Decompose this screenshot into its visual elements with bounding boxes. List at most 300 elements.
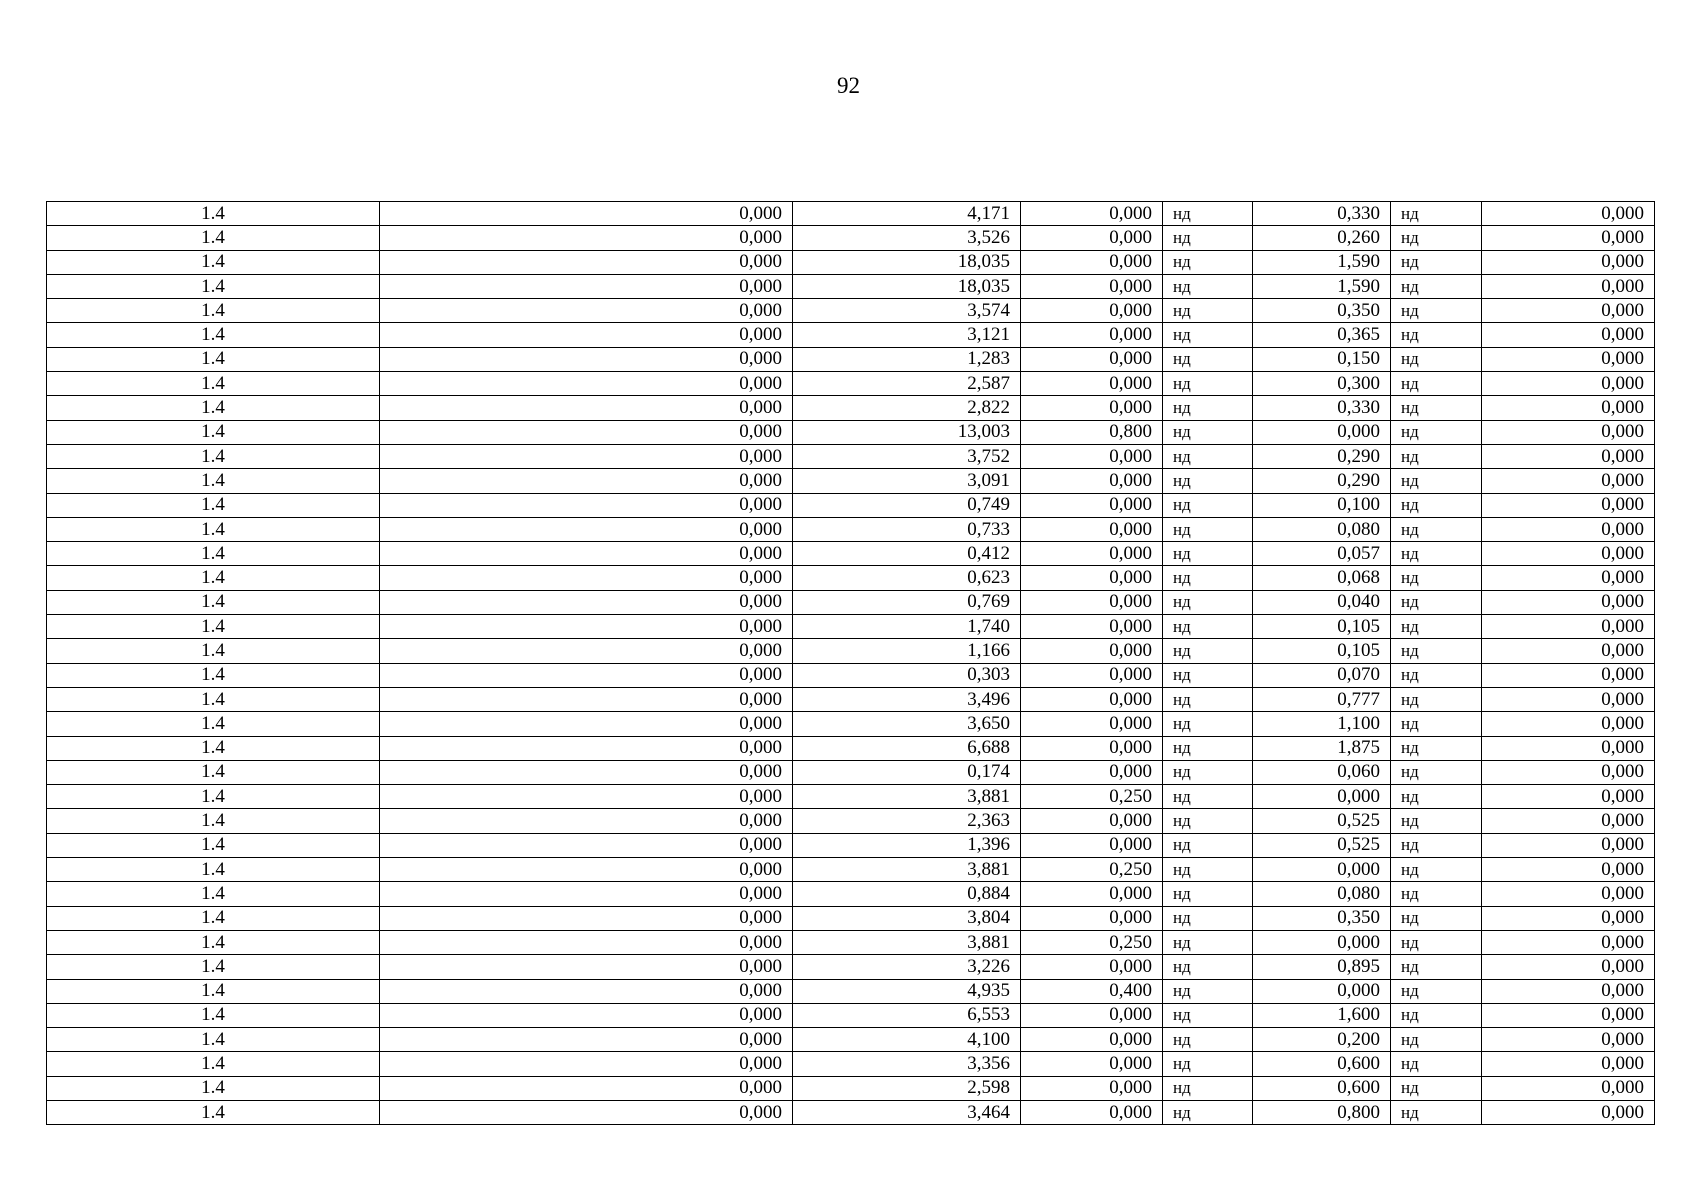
cell-nd-1: нд bbox=[1163, 250, 1253, 274]
cell-nd-2: нд bbox=[1391, 930, 1482, 954]
cell-code: 1.4 bbox=[47, 785, 380, 809]
cell-nd-2: нд bbox=[1391, 760, 1482, 784]
cell-value-3: 0,000 bbox=[1021, 760, 1163, 784]
cell-value-3: 0,250 bbox=[1021, 858, 1163, 882]
cell-code: 1.4 bbox=[47, 396, 380, 420]
cell-code: 1.4 bbox=[47, 444, 380, 468]
cell-value-1: 0,000 bbox=[380, 760, 793, 784]
cell-value-5: 0,000 bbox=[1482, 1100, 1655, 1124]
cell-value-5: 0,000 bbox=[1482, 566, 1655, 590]
cell-nd-2: нд bbox=[1391, 833, 1482, 857]
cell-nd-2: нд bbox=[1391, 323, 1482, 347]
table-row bbox=[47, 566, 1655, 590]
cell-value-5: 0,000 bbox=[1482, 687, 1655, 711]
cell-value-4: 0,105 bbox=[1253, 615, 1391, 639]
cell-value-5: 0,000 bbox=[1482, 760, 1655, 784]
cell-nd-1: нд bbox=[1163, 809, 1253, 833]
cell-value-3: 0,000 bbox=[1021, 906, 1163, 930]
cell-code: 1.4 bbox=[47, 712, 380, 736]
table-row bbox=[47, 736, 1655, 760]
table-row bbox=[47, 955, 1655, 979]
cell-nd-1: нд bbox=[1163, 979, 1253, 1003]
cell-value-3: 0,000 bbox=[1021, 639, 1163, 663]
cell-nd-1: нд bbox=[1163, 1028, 1253, 1052]
cell-value-5: 0,000 bbox=[1482, 274, 1655, 298]
cell-value-2: 3,091 bbox=[793, 469, 1021, 493]
cell-value-5: 0,000 bbox=[1482, 858, 1655, 882]
cell-code: 1.4 bbox=[47, 639, 380, 663]
cell-nd-1: нд bbox=[1163, 372, 1253, 396]
cell-value-2: 3,121 bbox=[793, 323, 1021, 347]
cell-nd-1: нд bbox=[1163, 712, 1253, 736]
cell-value-5: 0,000 bbox=[1482, 930, 1655, 954]
cell-nd-2: нд bbox=[1391, 250, 1482, 274]
cell-value-1: 0,000 bbox=[380, 858, 793, 882]
cell-value-4: 0,000 bbox=[1253, 420, 1391, 444]
cell-value-1: 0,000 bbox=[380, 1003, 793, 1027]
table-row bbox=[47, 347, 1655, 371]
cell-code: 1.4 bbox=[47, 930, 380, 954]
cell-value-3: 0,000 bbox=[1021, 566, 1163, 590]
cell-value-5: 0,000 bbox=[1482, 785, 1655, 809]
cell-code: 1.4 bbox=[47, 809, 380, 833]
cell-value-4: 0,260 bbox=[1253, 226, 1391, 250]
cell-value-4: 0,057 bbox=[1253, 542, 1391, 566]
cell-value-1: 0,000 bbox=[380, 687, 793, 711]
cell-value-2: 2,363 bbox=[793, 809, 1021, 833]
cell-value-2: 6,688 bbox=[793, 736, 1021, 760]
table-row bbox=[47, 250, 1655, 274]
cell-value-5: 0,000 bbox=[1482, 323, 1655, 347]
cell-value-1: 0,000 bbox=[380, 469, 793, 493]
table-row bbox=[47, 590, 1655, 614]
cell-value-4: 0,200 bbox=[1253, 1028, 1391, 1052]
cell-value-2: 1,283 bbox=[793, 347, 1021, 371]
cell-nd-2: нд bbox=[1391, 274, 1482, 298]
cell-value-5: 0,000 bbox=[1482, 396, 1655, 420]
table-row bbox=[47, 420, 1655, 444]
cell-value-4: 0,068 bbox=[1253, 566, 1391, 590]
cell-value-5: 0,000 bbox=[1482, 1052, 1655, 1076]
cell-value-2: 18,035 bbox=[793, 250, 1021, 274]
table-row bbox=[47, 469, 1655, 493]
cell-nd-2: нд bbox=[1391, 517, 1482, 541]
cell-nd-1: нд bbox=[1163, 299, 1253, 323]
cell-code: 1.4 bbox=[47, 1003, 380, 1027]
cell-value-5: 0,000 bbox=[1482, 906, 1655, 930]
cell-nd-2: нд bbox=[1391, 663, 1482, 687]
cell-nd-1: нд bbox=[1163, 493, 1253, 517]
cell-code: 1.4 bbox=[47, 906, 380, 930]
cell-value-4: 0,290 bbox=[1253, 444, 1391, 468]
cell-value-3: 0,000 bbox=[1021, 663, 1163, 687]
cell-nd-1: нд bbox=[1163, 736, 1253, 760]
table-body bbox=[47, 202, 1655, 1125]
table-row bbox=[47, 785, 1655, 809]
cell-value-5: 0,000 bbox=[1482, 712, 1655, 736]
table-row bbox=[47, 1100, 1655, 1124]
cell-code: 1.4 bbox=[47, 833, 380, 857]
cell-value-3: 0,000 bbox=[1021, 444, 1163, 468]
cell-nd-2: нд bbox=[1391, 858, 1482, 882]
cell-nd-2: нд bbox=[1391, 396, 1482, 420]
cell-nd-1: нд bbox=[1163, 1003, 1253, 1027]
cell-code: 1.4 bbox=[47, 542, 380, 566]
cell-code: 1.4 bbox=[47, 858, 380, 882]
cell-value-3: 0,000 bbox=[1021, 250, 1163, 274]
cell-nd-2: нд bbox=[1391, 493, 1482, 517]
cell-code: 1.4 bbox=[47, 1052, 380, 1076]
cell-value-2: 1,740 bbox=[793, 615, 1021, 639]
table-row bbox=[47, 299, 1655, 323]
table-row bbox=[47, 493, 1655, 517]
cell-value-1: 0,000 bbox=[380, 785, 793, 809]
cell-code: 1.4 bbox=[47, 250, 380, 274]
cell-value-5: 0,000 bbox=[1482, 250, 1655, 274]
cell-code: 1.4 bbox=[47, 517, 380, 541]
cell-value-2: 3,464 bbox=[793, 1100, 1021, 1124]
cell-value-1: 0,000 bbox=[380, 906, 793, 930]
cell-code: 1.4 bbox=[47, 372, 380, 396]
cell-code: 1.4 bbox=[47, 347, 380, 371]
cell-code: 1.4 bbox=[47, 590, 380, 614]
cell-value-5: 0,000 bbox=[1482, 809, 1655, 833]
cell-value-2: 4,100 bbox=[793, 1028, 1021, 1052]
cell-value-4: 0,000 bbox=[1253, 858, 1391, 882]
cell-value-5: 0,000 bbox=[1482, 372, 1655, 396]
cell-value-3: 0,000 bbox=[1021, 1076, 1163, 1100]
cell-nd-1: нд bbox=[1163, 785, 1253, 809]
cell-value-5: 0,000 bbox=[1482, 639, 1655, 663]
cell-value-3: 0,000 bbox=[1021, 493, 1163, 517]
cell-value-4: 0,290 bbox=[1253, 469, 1391, 493]
cell-nd-2: нд bbox=[1391, 639, 1482, 663]
cell-value-4: 1,100 bbox=[1253, 712, 1391, 736]
cell-value-4: 1,590 bbox=[1253, 274, 1391, 298]
cell-value-4: 0,080 bbox=[1253, 882, 1391, 906]
cell-value-2: 3,752 bbox=[793, 444, 1021, 468]
table-row bbox=[47, 687, 1655, 711]
cell-nd-2: нд bbox=[1391, 615, 1482, 639]
cell-value-4: 0,070 bbox=[1253, 663, 1391, 687]
cell-nd-2: нд bbox=[1391, 372, 1482, 396]
cell-value-5: 0,000 bbox=[1482, 615, 1655, 639]
cell-value-4: 0,365 bbox=[1253, 323, 1391, 347]
cell-code: 1.4 bbox=[47, 615, 380, 639]
cell-value-5: 0,000 bbox=[1482, 226, 1655, 250]
cell-value-4: 0,060 bbox=[1253, 760, 1391, 784]
cell-value-2: 1,396 bbox=[793, 833, 1021, 857]
cell-code: 1.4 bbox=[47, 469, 380, 493]
cell-nd-2: нд bbox=[1391, 882, 1482, 906]
cell-nd-1: нд bbox=[1163, 542, 1253, 566]
cell-code: 1.4 bbox=[47, 760, 380, 784]
cell-value-5: 0,000 bbox=[1482, 202, 1655, 226]
cell-value-3: 0,800 bbox=[1021, 420, 1163, 444]
cell-nd-2: нд bbox=[1391, 444, 1482, 468]
table-row bbox=[47, 517, 1655, 541]
cell-value-1: 0,000 bbox=[380, 833, 793, 857]
cell-nd-1: нд bbox=[1163, 566, 1253, 590]
cell-code: 1.4 bbox=[47, 202, 380, 226]
cell-nd-1: нд bbox=[1163, 858, 1253, 882]
cell-value-4: 0,600 bbox=[1253, 1052, 1391, 1076]
cell-nd-1: нд bbox=[1163, 906, 1253, 930]
cell-nd-1: нд bbox=[1163, 1100, 1253, 1124]
cell-value-1: 0,000 bbox=[380, 1052, 793, 1076]
cell-value-1: 0,000 bbox=[380, 736, 793, 760]
cell-value-2: 18,035 bbox=[793, 274, 1021, 298]
cell-value-5: 0,000 bbox=[1482, 736, 1655, 760]
cell-nd-1: нд bbox=[1163, 639, 1253, 663]
cell-nd-1: нд bbox=[1163, 663, 1253, 687]
cell-nd-2: нд bbox=[1391, 785, 1482, 809]
cell-value-3: 0,000 bbox=[1021, 347, 1163, 371]
cell-value-1: 0,000 bbox=[380, 590, 793, 614]
cell-value-1: 0,000 bbox=[380, 615, 793, 639]
cell-code: 1.4 bbox=[47, 1100, 380, 1124]
cell-value-5: 0,000 bbox=[1482, 590, 1655, 614]
cell-nd-2: нд bbox=[1391, 347, 1482, 371]
data-table bbox=[46, 201, 1655, 1125]
cell-value-4: 0,000 bbox=[1253, 930, 1391, 954]
cell-nd-2: нд bbox=[1391, 1003, 1482, 1027]
cell-value-3: 0,000 bbox=[1021, 882, 1163, 906]
cell-value-1: 0,000 bbox=[380, 882, 793, 906]
table-row bbox=[47, 202, 1655, 226]
cell-value-2: 3,804 bbox=[793, 906, 1021, 930]
cell-nd-1: нд bbox=[1163, 687, 1253, 711]
cell-value-2: 3,496 bbox=[793, 687, 1021, 711]
cell-value-5: 0,000 bbox=[1482, 1003, 1655, 1027]
cell-value-5: 0,000 bbox=[1482, 1028, 1655, 1052]
cell-value-1: 0,000 bbox=[380, 542, 793, 566]
table-row bbox=[47, 1052, 1655, 1076]
page-number: 92 bbox=[837, 73, 860, 98]
cell-nd-2: нд bbox=[1391, 809, 1482, 833]
cell-value-5: 0,000 bbox=[1482, 444, 1655, 468]
cell-value-3: 0,000 bbox=[1021, 517, 1163, 541]
cell-value-2: 3,356 bbox=[793, 1052, 1021, 1076]
table-row bbox=[47, 1076, 1655, 1100]
cell-value-3: 0,000 bbox=[1021, 736, 1163, 760]
cell-value-3: 0,000 bbox=[1021, 396, 1163, 420]
table-row bbox=[47, 542, 1655, 566]
cell-value-2: 6,553 bbox=[793, 1003, 1021, 1027]
cell-nd-1: нд bbox=[1163, 760, 1253, 784]
cell-value-1: 0,000 bbox=[380, 1100, 793, 1124]
cell-value-4: 1,600 bbox=[1253, 1003, 1391, 1027]
cell-nd-2: нд bbox=[1391, 687, 1482, 711]
cell-value-3: 0,000 bbox=[1021, 833, 1163, 857]
cell-nd-2: нд bbox=[1391, 469, 1482, 493]
cell-value-2: 2,587 bbox=[793, 372, 1021, 396]
cell-nd-1: нд bbox=[1163, 226, 1253, 250]
cell-nd-1: нд bbox=[1163, 882, 1253, 906]
cell-nd-1: нд bbox=[1163, 444, 1253, 468]
cell-value-4: 0,000 bbox=[1253, 785, 1391, 809]
cell-value-3: 0,250 bbox=[1021, 785, 1163, 809]
table-row bbox=[47, 396, 1655, 420]
cell-value-4: 0,330 bbox=[1253, 396, 1391, 420]
cell-nd-2: нд bbox=[1391, 955, 1482, 979]
cell-value-5: 0,000 bbox=[1482, 347, 1655, 371]
cell-value-3: 0,000 bbox=[1021, 1100, 1163, 1124]
cell-value-3: 0,000 bbox=[1021, 687, 1163, 711]
cell-nd-1: нд bbox=[1163, 420, 1253, 444]
cell-value-4: 1,875 bbox=[1253, 736, 1391, 760]
cell-value-5: 0,000 bbox=[1482, 955, 1655, 979]
cell-value-2: 3,650 bbox=[793, 712, 1021, 736]
cell-value-2: 3,881 bbox=[793, 858, 1021, 882]
cell-value-1: 0,000 bbox=[380, 444, 793, 468]
cell-value-3: 0,000 bbox=[1021, 955, 1163, 979]
cell-nd-2: нд bbox=[1391, 906, 1482, 930]
cell-value-1: 0,000 bbox=[380, 323, 793, 347]
table-row bbox=[47, 372, 1655, 396]
cell-value-5: 0,000 bbox=[1482, 517, 1655, 541]
cell-value-1: 0,000 bbox=[380, 372, 793, 396]
cell-nd-1: нд bbox=[1163, 930, 1253, 954]
cell-code: 1.4 bbox=[47, 1076, 380, 1100]
cell-value-2: 2,822 bbox=[793, 396, 1021, 420]
cell-value-2: 4,171 bbox=[793, 202, 1021, 226]
cell-code: 1.4 bbox=[47, 736, 380, 760]
cell-value-1: 0,000 bbox=[380, 493, 793, 517]
cell-code: 1.4 bbox=[47, 566, 380, 590]
cell-value-3: 0,000 bbox=[1021, 1028, 1163, 1052]
table-row bbox=[47, 639, 1655, 663]
cell-value-5: 0,000 bbox=[1482, 882, 1655, 906]
cell-nd-1: нд bbox=[1163, 1052, 1253, 1076]
cell-value-2: 1,166 bbox=[793, 639, 1021, 663]
cell-code: 1.4 bbox=[47, 226, 380, 250]
table-row bbox=[47, 882, 1655, 906]
cell-value-3: 0,000 bbox=[1021, 226, 1163, 250]
cell-value-5: 0,000 bbox=[1482, 420, 1655, 444]
cell-value-3: 0,000 bbox=[1021, 469, 1163, 493]
cell-value-2: 3,574 bbox=[793, 299, 1021, 323]
table-row bbox=[47, 663, 1655, 687]
cell-nd-2: нд bbox=[1391, 979, 1482, 1003]
cell-value-1: 0,000 bbox=[380, 712, 793, 736]
table-row bbox=[47, 712, 1655, 736]
cell-value-5: 0,000 bbox=[1482, 663, 1655, 687]
cell-value-3: 0,000 bbox=[1021, 323, 1163, 347]
cell-value-3: 0,000 bbox=[1021, 372, 1163, 396]
cell-value-4: 0,600 bbox=[1253, 1076, 1391, 1100]
cell-value-2: 0,884 bbox=[793, 882, 1021, 906]
cell-value-1: 0,000 bbox=[380, 663, 793, 687]
cell-value-2: 2,598 bbox=[793, 1076, 1021, 1100]
cell-value-1: 0,000 bbox=[380, 955, 793, 979]
cell-nd-1: нд bbox=[1163, 323, 1253, 347]
cell-value-3: 0,000 bbox=[1021, 1052, 1163, 1076]
cell-nd-2: нд bbox=[1391, 590, 1482, 614]
cell-nd-1: нд bbox=[1163, 396, 1253, 420]
cell-value-3: 0,250 bbox=[1021, 930, 1163, 954]
cell-value-3: 0,000 bbox=[1021, 809, 1163, 833]
cell-value-3: 0,400 bbox=[1021, 979, 1163, 1003]
cell-nd-2: нд bbox=[1391, 736, 1482, 760]
cell-nd-1: нд bbox=[1163, 274, 1253, 298]
cell-value-3: 0,000 bbox=[1021, 202, 1163, 226]
cell-value-2: 3,881 bbox=[793, 785, 1021, 809]
cell-value-3: 0,000 bbox=[1021, 299, 1163, 323]
cell-code: 1.4 bbox=[47, 663, 380, 687]
cell-value-5: 0,000 bbox=[1482, 542, 1655, 566]
cell-value-4: 0,895 bbox=[1253, 955, 1391, 979]
table-row bbox=[47, 615, 1655, 639]
table-row bbox=[47, 833, 1655, 857]
cell-code: 1.4 bbox=[47, 1028, 380, 1052]
cell-code: 1.4 bbox=[47, 979, 380, 1003]
cell-value-5: 0,000 bbox=[1482, 299, 1655, 323]
cell-nd-1: нд bbox=[1163, 955, 1253, 979]
cell-value-1: 0,000 bbox=[380, 1028, 793, 1052]
cell-nd-1: нд bbox=[1163, 202, 1253, 226]
cell-nd-1: нд bbox=[1163, 833, 1253, 857]
cell-value-2: 0,303 bbox=[793, 663, 1021, 687]
cell-nd-2: нд bbox=[1391, 420, 1482, 444]
cell-value-2: 3,881 bbox=[793, 930, 1021, 954]
cell-code: 1.4 bbox=[47, 493, 380, 517]
cell-nd-1: нд bbox=[1163, 590, 1253, 614]
cell-value-3: 0,000 bbox=[1021, 1003, 1163, 1027]
cell-nd-2: нд bbox=[1391, 299, 1482, 323]
table-row bbox=[47, 1003, 1655, 1027]
cell-nd-2: нд bbox=[1391, 566, 1482, 590]
cell-value-1: 0,000 bbox=[380, 396, 793, 420]
cell-code: 1.4 bbox=[47, 323, 380, 347]
cell-value-2: 3,226 bbox=[793, 955, 1021, 979]
cell-value-2: 0,412 bbox=[793, 542, 1021, 566]
cell-value-4: 0,080 bbox=[1253, 517, 1391, 541]
cell-value-2: 3,526 bbox=[793, 226, 1021, 250]
cell-value-4: 0,000 bbox=[1253, 979, 1391, 1003]
cell-value-4: 0,350 bbox=[1253, 299, 1391, 323]
cell-code: 1.4 bbox=[47, 882, 380, 906]
table-row bbox=[47, 906, 1655, 930]
cell-value-2: 0,733 bbox=[793, 517, 1021, 541]
cell-nd-2: нд bbox=[1391, 1028, 1482, 1052]
cell-nd-2: нд bbox=[1391, 712, 1482, 736]
cell-value-4: 0,330 bbox=[1253, 202, 1391, 226]
cell-code: 1.4 bbox=[47, 687, 380, 711]
cell-nd-1: нд bbox=[1163, 517, 1253, 541]
cell-value-5: 0,000 bbox=[1482, 979, 1655, 1003]
cell-value-1: 0,000 bbox=[380, 517, 793, 541]
cell-value-1: 0,000 bbox=[380, 299, 793, 323]
cell-value-4: 0,350 bbox=[1253, 906, 1391, 930]
table-row bbox=[47, 760, 1655, 784]
cell-nd-1: нд bbox=[1163, 347, 1253, 371]
cell-value-1: 0,000 bbox=[380, 930, 793, 954]
cell-value-4: 0,105 bbox=[1253, 639, 1391, 663]
cell-code: 1.4 bbox=[47, 274, 380, 298]
cell-value-1: 0,000 bbox=[380, 250, 793, 274]
cell-value-5: 0,000 bbox=[1482, 469, 1655, 493]
cell-value-1: 0,000 bbox=[380, 809, 793, 833]
cell-code: 1.4 bbox=[47, 955, 380, 979]
table-row bbox=[47, 226, 1655, 250]
cell-value-2: 13,003 bbox=[793, 420, 1021, 444]
table-row bbox=[47, 444, 1655, 468]
cell-value-4: 0,800 bbox=[1253, 1100, 1391, 1124]
cell-nd-2: нд bbox=[1391, 1052, 1482, 1076]
cell-nd-2: нд bbox=[1391, 202, 1482, 226]
table-row bbox=[47, 858, 1655, 882]
